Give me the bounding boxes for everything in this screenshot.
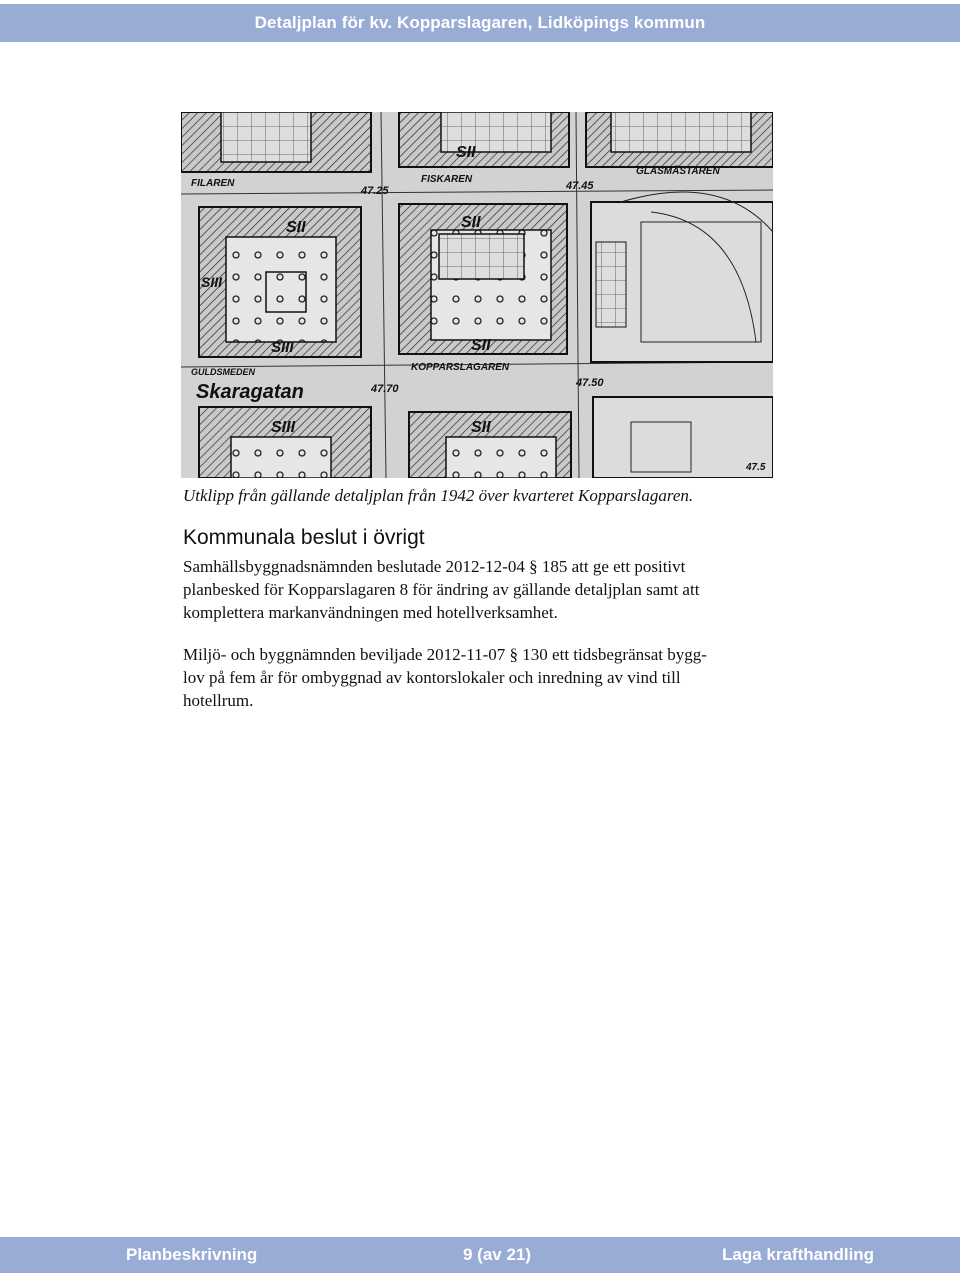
map-label-elevation-5: 47.5	[746, 462, 766, 473]
map-label-elevation-3: 47.70	[371, 383, 399, 395]
footer-page-number: 9 (av 21)	[463, 1245, 532, 1264]
page-header	[0, 4, 960, 42]
map-label-skaragatan: Skaragatan	[196, 381, 304, 403]
map-label-elevation-4: 47.50	[576, 377, 604, 389]
header-title: Detaljplan för kv. Kopparslagaren, Lidköpings kommun	[254, 13, 706, 32]
footer-status: Laga krafthandling	[722, 1245, 875, 1264]
paragraph-line: Miljö- och byggnämnden beviljade 2012-11-07 § 130 ett tidsbegränsat bygg-	[183, 645, 707, 664]
map-label-filaren: FILAREN	[191, 178, 235, 189]
paragraph-line: hotellrum.	[183, 691, 254, 710]
map-label-sii-5: SII	[471, 419, 491, 436]
map-label-kopparslagaren: KOPPARSLAGAREN	[411, 362, 510, 373]
paragraph-line: komplettera markanvändningen med hotellverksamhet.	[183, 603, 558, 622]
paragraph-decision-bygglov	[183, 643, 783, 712]
page-footer	[0, 1237, 960, 1273]
detail-plan-map-figure	[181, 112, 773, 478]
footer-document-type: Planbeskrivning	[126, 1245, 258, 1264]
figure-caption: Utklipp från gällande detaljplan från 1942 över kvarteret Kopparslagaren.	[183, 486, 694, 505]
paragraph-decision-planbesked	[183, 555, 783, 624]
map-label-elevation-1: 47.25	[361, 185, 389, 197]
detail-plan-map	[181, 112, 773, 478]
section-heading: Kommunala beslut i övrigt	[183, 526, 425, 549]
map-label-glasmastaren: GLASMÄSTAREN	[636, 166, 720, 177]
map-label-sii-4: SII	[456, 144, 476, 161]
map-label-siii-1: SIII	[201, 274, 223, 290]
map-label-siii-2: SIII	[271, 339, 294, 356]
map-label-sii-3: SII	[471, 337, 491, 354]
map-label-siii-3: SIII	[271, 419, 296, 436]
map-label-elevation-2: 47.45	[566, 180, 594, 192]
map-label-guldsmeden: GULDSMEDEN	[191, 367, 256, 377]
map-label-fiskaren: FISKAREN	[421, 174, 473, 185]
paragraph-line: Samhällsbyggnadsnämnden beslutade 2012-12-04 § 185 att ge ett positivt	[183, 557, 686, 576]
paragraph-line: planbesked för Kopparslagaren 8 för ändring av gällande detaljplan samt att	[183, 580, 700, 599]
map-label-sii-2: SII	[461, 214, 481, 231]
paragraph-line: lov på fem år för ombyggnad av kontorslokaler och inredning av vind till	[183, 668, 681, 687]
map-label-sii-1: SII	[286, 219, 306, 236]
